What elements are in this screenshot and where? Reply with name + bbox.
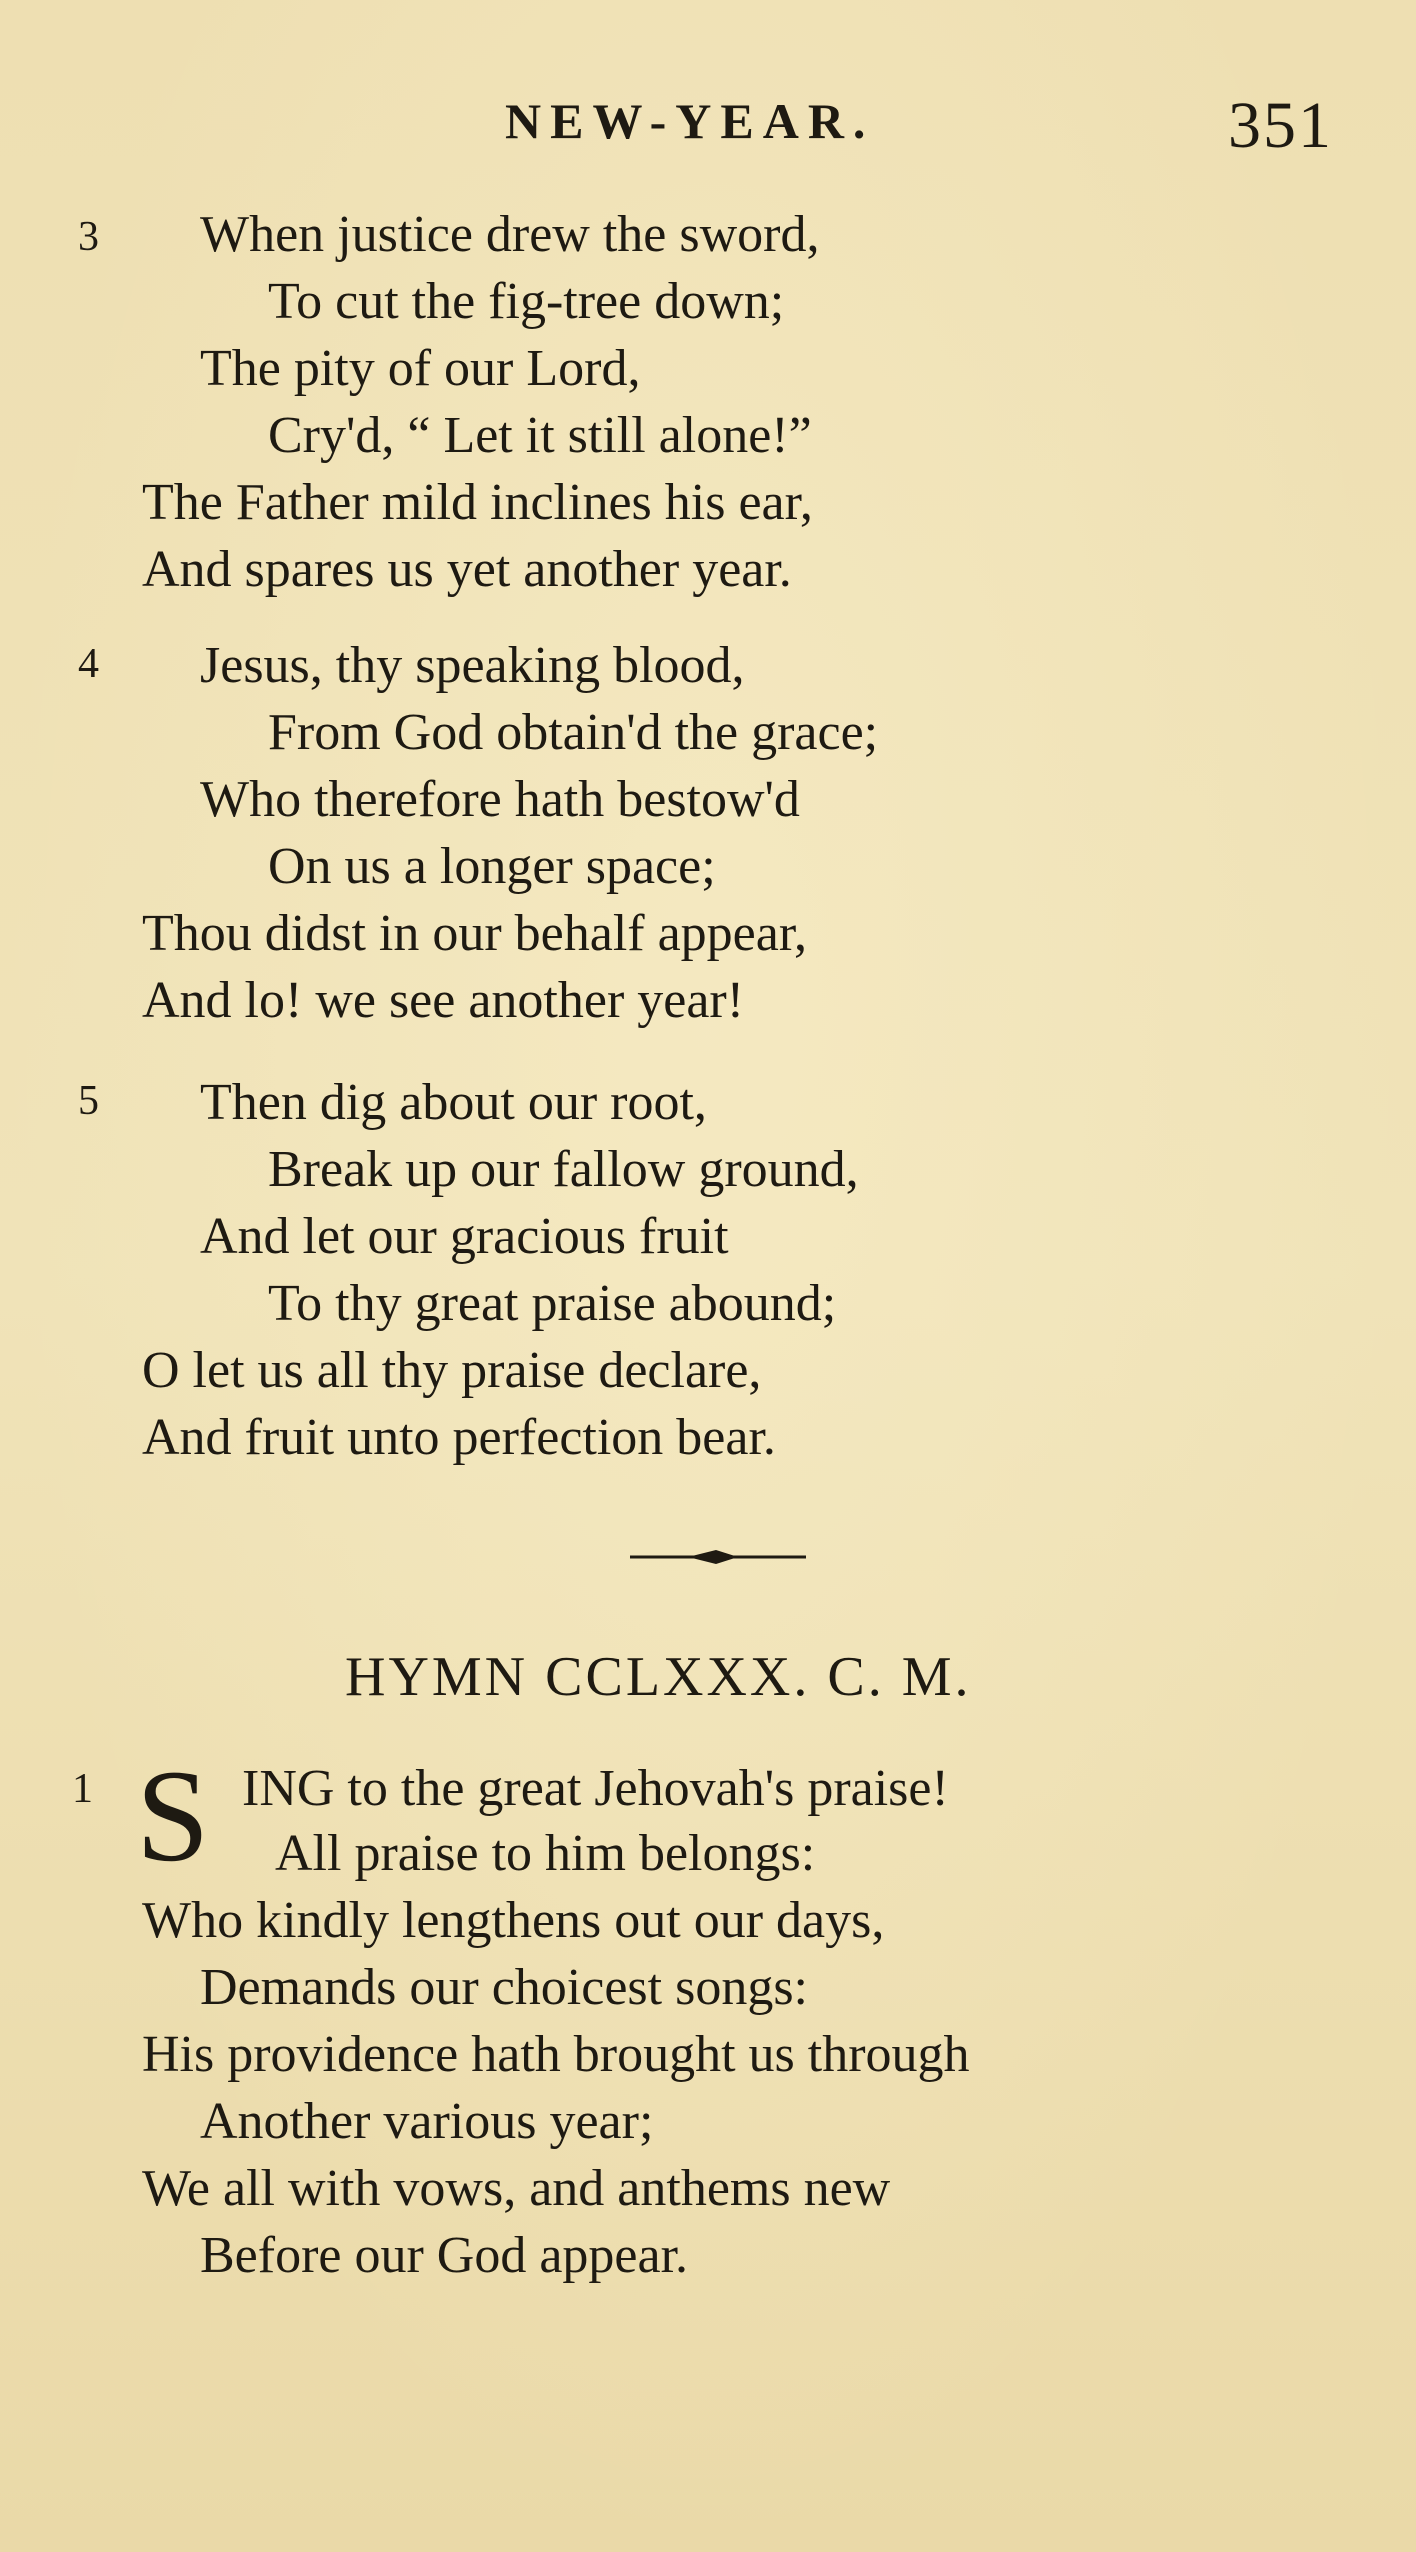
stanza-number: 1 (72, 1766, 93, 1812)
verse-line: Who therefore hath bestow'd (200, 771, 800, 828)
verse-line: Before our God appear. (200, 2227, 689, 2284)
verse-line: Who kindly lengthens out our days, (142, 1892, 885, 1949)
stanza-number: 3 (78, 214, 99, 260)
verse-line: And spares us yet another year. (142, 541, 792, 598)
verse-line: To thy great praise abound; (268, 1275, 837, 1332)
drop-cap: S (136, 1742, 210, 1889)
verse-line: Cry'd, “ Let it still alone!” (268, 407, 812, 464)
stanza-number: 5 (78, 1078, 99, 1124)
ornament-rule-icon (630, 1545, 806, 1569)
verse-line: Then dig about our root, (200, 1074, 707, 1131)
verse-line: To cut the fig-tree down; (268, 273, 785, 330)
verse-line: From God obtain'd the grace; (268, 704, 879, 761)
verse-line: And fruit unto perfection bear. (142, 1409, 776, 1466)
verse-line: The pity of our Lord, (200, 340, 641, 397)
stanza-number: 4 (78, 641, 99, 687)
verse-line: The Father mild inclines his ear, (142, 474, 813, 531)
verse-line: All praise to him belongs: (275, 1825, 816, 1882)
hymn-title: HYMN CCLXXX. C. M. (345, 1646, 972, 1708)
verse-line: On us a longer space; (268, 838, 716, 895)
verse-line: Another various year; (200, 2093, 654, 2150)
running-head: NEW-YEAR. (505, 93, 875, 149)
verse-line: When justice drew the sword, (200, 206, 820, 263)
verse-line: Thou didst in our behalf appear, (142, 905, 808, 962)
verse-line: His providence hath brought us through (142, 2026, 970, 2083)
page-number: 351 (1228, 89, 1333, 162)
verse-line: We all with vows, and anthems new (142, 2160, 891, 2217)
verse-line: O let us all thy praise declare, (142, 1342, 762, 1399)
verse-line: Jesus, thy speaking blood, (200, 637, 745, 694)
verse-line: Demands our choicest songs: (200, 1959, 809, 2016)
verse-line: Break up our fallow ground, (268, 1141, 859, 1198)
verse-line: And lo! we see another year! (142, 972, 745, 1029)
verse-line: And let our gracious fruit (200, 1208, 729, 1265)
verse-line: ING to the great Jehovah's praise! (242, 1760, 949, 1817)
